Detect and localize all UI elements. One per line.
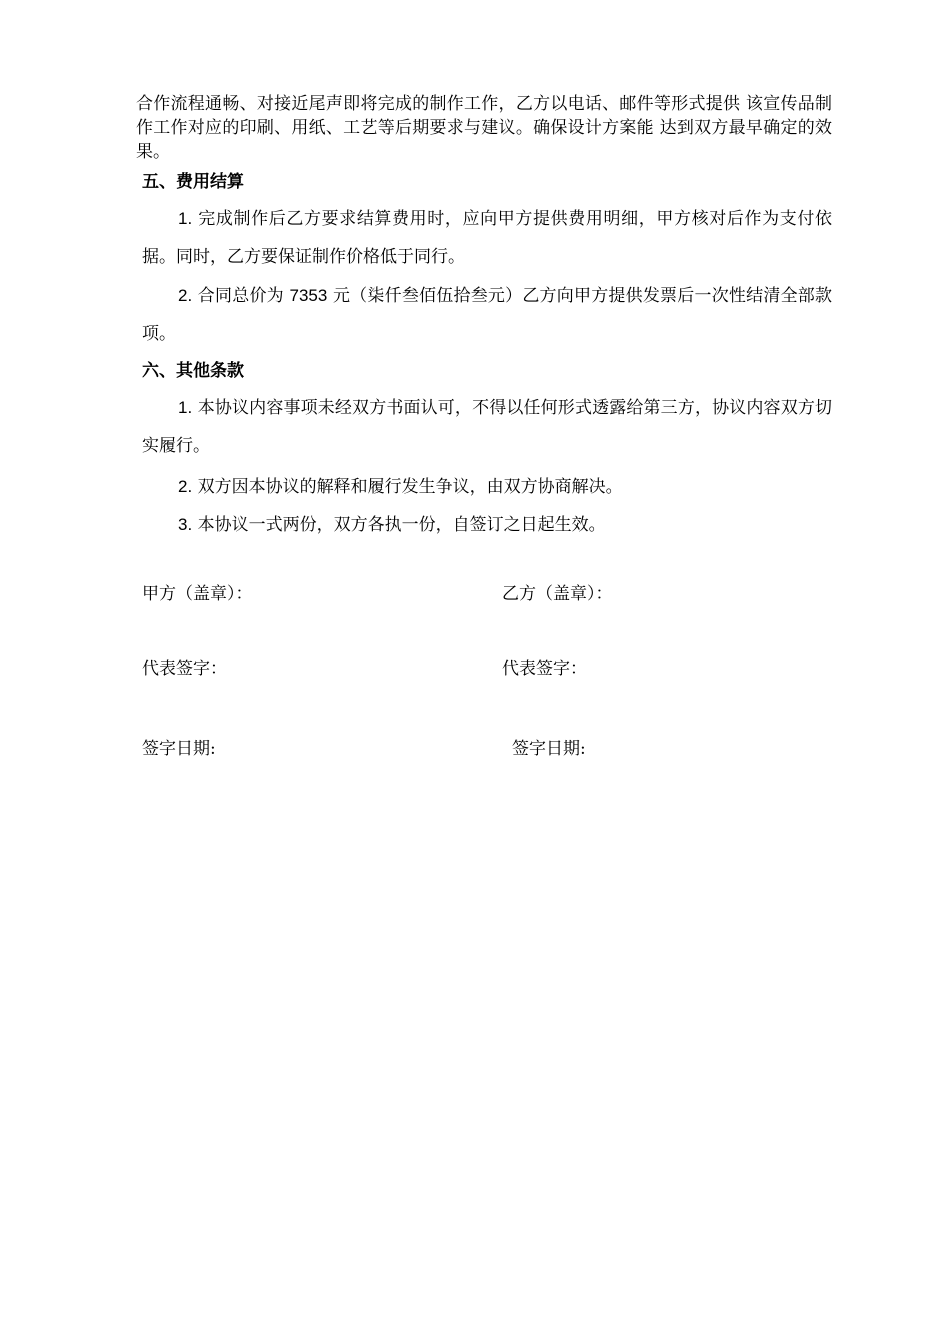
clause-text: 双方因本协议的解释和履行发生争议，由双方协商解决。 [192, 477, 623, 497]
section-6-clause-2 [142, 468, 832, 506]
section-5-heading: 五、费用结算 [142, 172, 244, 192]
clause-number: 3. [178, 515, 193, 534]
clause-number: 1. [178, 209, 193, 228]
party-a-date-label: 签字日期: [142, 739, 216, 759]
clause-text-after-amount: 元（柒仟叁佰伍拾叁元）乙方向甲方提供发票后一次性结清全部款项。 [142, 286, 833, 344]
clause-number: 1. [178, 398, 193, 417]
party-a-seal-label: 甲方（盖章）： [142, 584, 253, 604]
intro-paragraph: 合作流程通畅、对接近尾声即将完成的制作工作，乙方以电话、邮件等形式提供 该宣传品制作工作对应的印刷、用纸、工艺等后期要求与建议。确保设计方案能 达到双方最早确定的效果。 [136, 94, 832, 162]
clause-text: 本协议内容事项未经双方书面认可，不得以任何形式透露给第三方，协议内容双方切实履行。 [142, 398, 832, 456]
clause-text: 本协议一式两份，双方各执一份，自签订之日起生效。 [192, 515, 606, 535]
party-b-representative-label: 代表签字： [502, 659, 587, 679]
party-a-representative-label: 代表签字： [142, 659, 227, 679]
section-6-heading: 六、其他条款 [142, 361, 244, 381]
clause-number: 2. [178, 477, 193, 496]
party-b-seal-label: 乙方（盖章）： [502, 584, 613, 604]
contract-amount: 7353 [289, 286, 328, 305]
clause-text-before-amount: 合同总价为 [192, 286, 290, 306]
clause-number: 2. [178, 286, 193, 305]
section-6-clause-1 [142, 389, 832, 465]
section-6-clause-3 [142, 506, 832, 544]
clause-text: 完成制作后乙方要求结算费用时，应向甲方提供费用明细，甲方核对后作为支付依据。同时，乙方要保证制作价格低于同行。 [142, 209, 832, 267]
section-5-clause-2 [142, 277, 832, 353]
section-5-clause-1 [142, 200, 832, 276]
party-b-date-label: 签字日期: [512, 739, 586, 759]
